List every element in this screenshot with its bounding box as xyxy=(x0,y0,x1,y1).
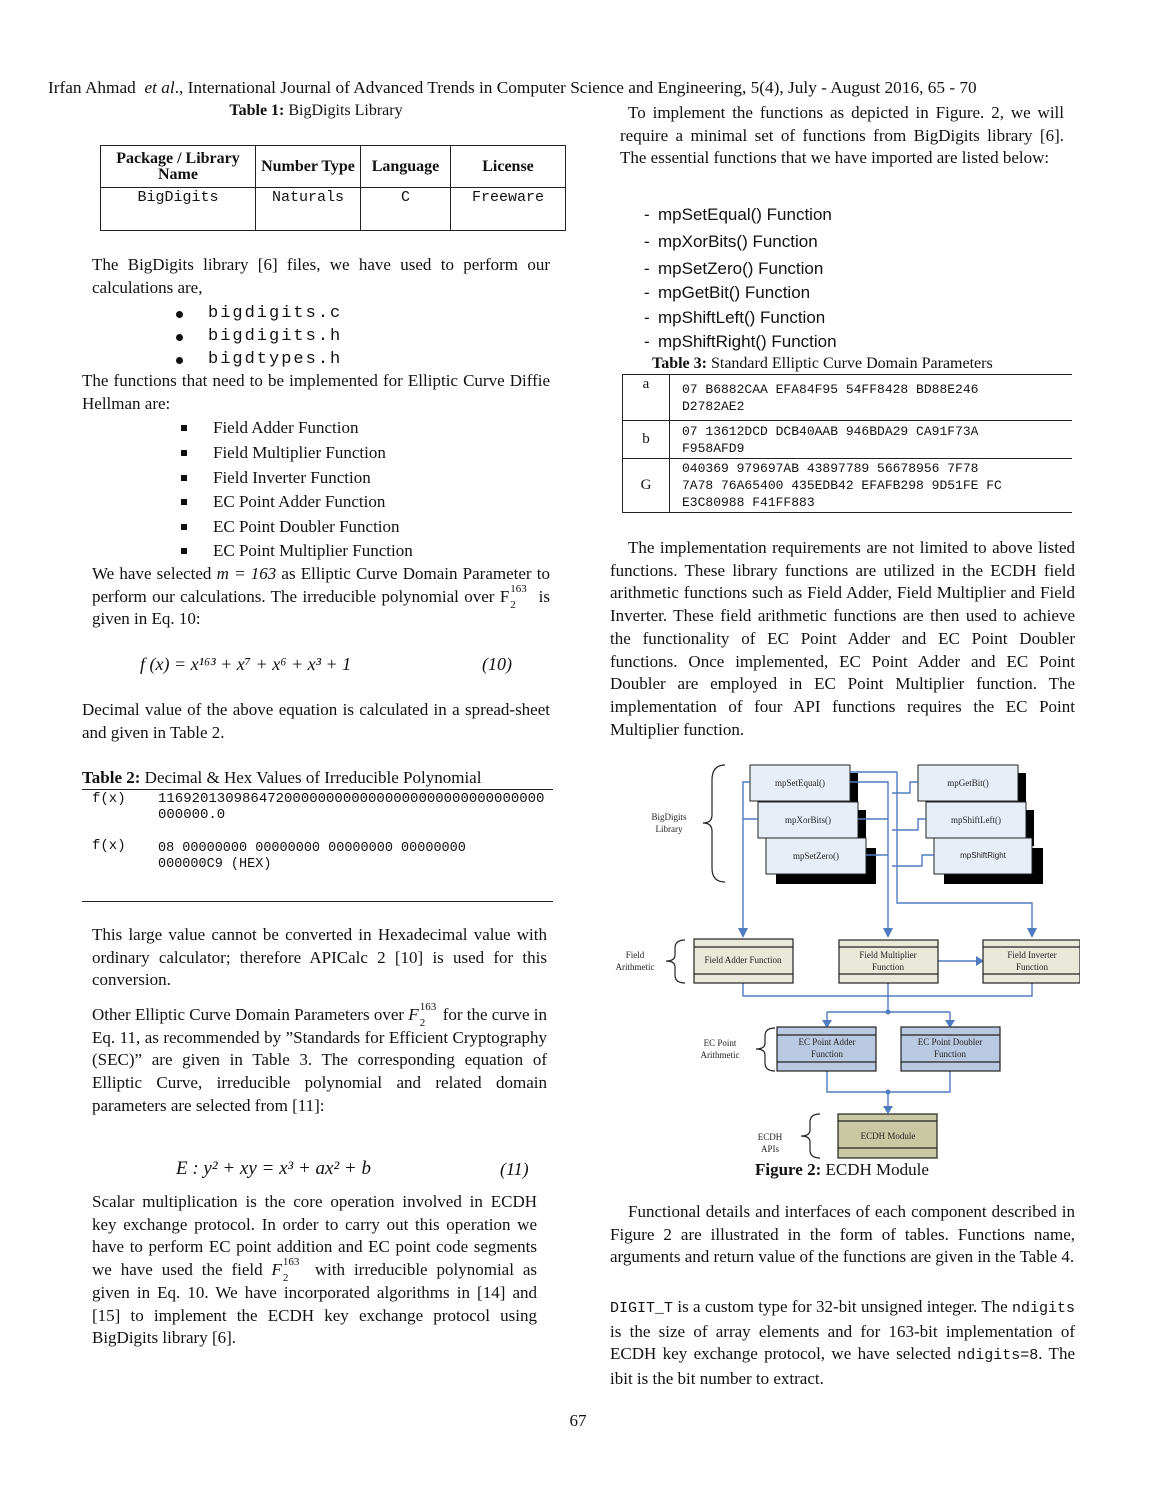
caption-text: BigDigits Library xyxy=(284,102,403,119)
caption-label: Table 2: xyxy=(82,768,141,787)
box-mpsetzero: mpSetZero() xyxy=(793,851,839,861)
caption-label: Table 1: xyxy=(229,102,285,119)
divider xyxy=(82,789,553,790)
box-field-inverter: Field Inverter xyxy=(1007,950,1057,960)
paragraph: Scalar multiplication is the core operation involved in ECDH key exchange protocol. In order to carry out this operation we have to perform EC point addition and EC point code segments we have used the field F 163 2 with irreducible polynomial as given in Eq. 10. We have incorporated algorithms in [14] and [15] to implement the ECDH key exchange protocol using BigDigits library [6]. xyxy=(92,1192,537,1348)
brace xyxy=(666,940,685,983)
box-mpsetequal: mpSetEqual() xyxy=(775,778,825,788)
row-label: f(x) xyxy=(92,791,126,807)
equation-number: (10) xyxy=(482,654,512,674)
param-value: 040369 979697AB 43897789 56678956 7F78 7A78 76A65400 435EDB42 EFAFB298 9D51FE FC E3C80988 F41FF883 xyxy=(670,459,1073,513)
page-number: 67 xyxy=(569,1411,587,1430)
divider xyxy=(82,901,553,902)
paragraph: DIGIT_T is a custom type for 32-bit unsigned integer. The ndigits is the size of array elements and for 163-bit implementation of ECDH key exchange protocol, we have selected ndigits=8. The ibit is the bit number to extract. xyxy=(610,1297,1075,1389)
paragraph: Other Elliptic Curve Domain Parameters over F 163 2 for the curve in Eq. 11, as recommended by ”Standards for Efficient Cryptography (SEC)” are given in Table 3. The corresponding equation of Elliptic Curve, irreducible polynomial and related domain parameters are selected from [11]: xyxy=(92,1001,548,1115)
td: C xyxy=(361,188,451,231)
th: Number Type xyxy=(256,146,361,188)
label: Arithmetic xyxy=(700,1050,740,1060)
th: Language xyxy=(361,146,451,188)
list-item: - mpSetZero() Function xyxy=(644,259,824,278)
list-item: EC Point Adder Function xyxy=(213,492,385,512)
th: Package / Library Name xyxy=(101,146,256,188)
table2-cell: 1169201309864720000000000000000000000000000000 000000.0 xyxy=(158,791,545,823)
journal-info: ., International Journal of Advanced Trends in Computer Science and Engineering, 5(4), July - August 2016, 65 - 70 xyxy=(174,78,977,97)
param-name: G xyxy=(623,459,670,513)
superscript-subscript: 163 2 xyxy=(510,582,527,611)
brace xyxy=(801,1114,820,1158)
paragraph: To implement the functions as depicted in Figure. 2, we will require a minimal set of functions from BigDigits library [6]. The essential functions that we have imported are listed below: xyxy=(620,103,1064,168)
param-value: 07 13612DCD DCB40AAB 946BDA29 CA91F73A F958AFD9 xyxy=(670,421,1073,459)
table1-caption xyxy=(82,102,550,120)
td: BigDigits xyxy=(101,188,256,231)
box-ec-point-adder: EC Point Adder xyxy=(798,1037,856,1047)
box-mpxorbits: mpXorBits() xyxy=(785,815,831,825)
param-name: b xyxy=(623,421,670,459)
equation-number: (11) xyxy=(500,1159,529,1179)
param-value: 07 B6882CAA EFA84F95 54FF8428 BD88E246 D2782AE2 xyxy=(670,375,1073,421)
list-item: - mpGetBit() Function xyxy=(644,283,811,302)
caption-label: Figure 2: xyxy=(755,1160,822,1179)
param-name: a xyxy=(623,375,670,421)
table3-caption xyxy=(652,355,993,373)
label: Library xyxy=(655,824,683,834)
box-mpshiftleft: mpShiftLeft() xyxy=(951,815,1001,825)
list-item: - mpShiftLeft() Function xyxy=(644,308,826,327)
paragraph: We have selected m = 163 as Elliptic Curve Domain Parameter to perform our calculations. The irreducible polynomial over F 163 2 is given in Eq. 10: xyxy=(92,564,551,629)
row-label: f(x) xyxy=(92,838,126,854)
box-field-multiplier: Field Multiplier xyxy=(859,950,917,960)
paragraph: Decimal value of the above equation is calculated in a spread-sheet and given in Table 2. xyxy=(82,700,550,742)
table2-cell: 08 00000000 00000000 00000000 00000000 000000C9 (HEX) xyxy=(158,841,466,872)
superscript-subscript: 163 2 xyxy=(282,1256,300,1285)
paragraph: The implementation requirements are not limited to above listed functions. These library functions are utilized in the ECDH field arithmetic functions such as Field Adder, Field Multiplier and Field Inverter. These field arithmetic functions are then used to achieve the functionality of EC Point Adder and EC Point Doubler functions. Once implemented, EC Point Adder and EC Point Doubler are employed in EC Point Multiplier function. The implementation of four API functions requires the EC Point Multiplier function. xyxy=(610,538,1075,739)
box-mpshiftright: mpShiftRight xyxy=(960,851,1006,860)
authors: Irfan Ahmad xyxy=(48,78,136,97)
brace xyxy=(756,1028,775,1071)
box-field-inverter-line2: Function xyxy=(1015,962,1049,972)
equation-11: E : y² + xy = x³ + ax² + b xyxy=(176,1158,371,1179)
list-item: bigdtypes.h xyxy=(208,350,342,369)
box-ec-point-doubler-line2: Function xyxy=(933,1049,967,1059)
ecdh-module-diagram xyxy=(600,750,1080,1160)
running-header xyxy=(48,78,977,98)
etal: et al xyxy=(144,78,175,97)
list-item: EC Point Doubler Function xyxy=(213,517,400,537)
caption-text: Standard Elliptic Curve Domain Parameters xyxy=(706,355,993,372)
label: APIs xyxy=(760,1144,780,1154)
label: ECDH xyxy=(757,1132,783,1142)
box-ec-point-adder-line2: Function xyxy=(810,1049,844,1059)
list-item: bigdigits.h xyxy=(208,327,342,346)
box-field-multiplier-line2: Function xyxy=(871,962,905,972)
td: Freeware xyxy=(451,188,566,231)
label: BigDigits xyxy=(651,812,687,822)
label: EC Point xyxy=(703,1038,737,1048)
list-item: - mpXorBits() Function xyxy=(644,232,818,251)
box-ecdh-module: ECDH Module xyxy=(860,1131,916,1141)
list-item: - mpSetEqual() Function xyxy=(644,205,832,224)
list-item: Field Inverter Function xyxy=(213,468,371,488)
box-ec-point-doubler: EC Point Doubler xyxy=(917,1037,983,1047)
figure2-caption xyxy=(755,1160,929,1179)
label: Field xyxy=(625,950,645,960)
paragraph: Functional details and interfaces of each component described in Figure 2 are illustrated in the form of tables. Functions name, arguments and return value of the functions are given in the Table 4. xyxy=(610,1202,1075,1267)
paragraph: The functions that need to be implemented for Elliptic Curve Diffie Hellman are: xyxy=(82,371,550,413)
superscript-subscript: 163 2 xyxy=(419,1001,437,1029)
td: Naturals xyxy=(256,188,361,231)
th: License xyxy=(451,146,566,188)
brace xyxy=(703,765,725,882)
table3 xyxy=(622,374,1072,513)
table1 xyxy=(100,145,566,231)
label: Arithmetic xyxy=(615,962,655,972)
list-item: Field Adder Function xyxy=(213,418,358,438)
table2-caption xyxy=(82,768,481,788)
caption-label: Table 3: xyxy=(652,355,707,372)
caption-text: Decimal & Hex Values of Irreducible Polynomial xyxy=(140,768,482,787)
box-mpgetbit: mpGetBit() xyxy=(947,778,989,788)
paragraph: This large value cannot be converted in Hexadecimal value with ordinary calculator; therefore APICalc 2 [10] is used for this conversion. xyxy=(92,925,547,990)
caption-text: ECDH Module xyxy=(821,1160,929,1179)
equation-10: f (x) = x¹⁶³ + x⁷ + x⁶ + x³ + 1 xyxy=(140,654,352,674)
paragraph: The BigDigits library [6] files, we have used to perform our calculations are, xyxy=(92,255,550,297)
list-item: - mpShiftRight() Function xyxy=(644,332,837,351)
box-field-adder: Field Adder Function xyxy=(704,955,782,965)
list-item: bigdigits.c xyxy=(208,304,342,323)
list-item: EC Point Multiplier Function xyxy=(213,541,413,561)
list-item: Field Multiplier Function xyxy=(213,443,386,463)
